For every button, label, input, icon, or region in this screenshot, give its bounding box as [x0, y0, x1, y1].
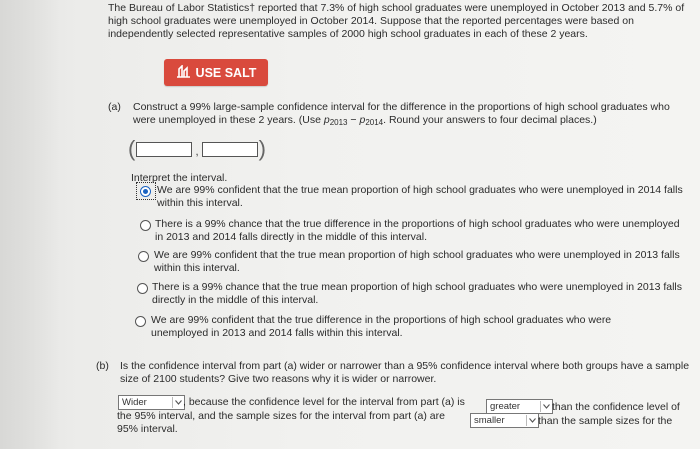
- level-comparison-value: greater: [490, 401, 521, 412]
- part-b-answer-text-4: than the sample sizes for the: [538, 415, 673, 427]
- problem-statement: The Bureau of Labor Statistics† reported that 7.3% of high school graduates were unemployed in October 2013 and 5.7% of high school graduates were unemployed in October 2014. Suppose that the reported percentages were based on independently selected representative samples of 2000 high school graduates in each of these 2 years.: [108, 2, 685, 40]
- chevron-down-icon: [172, 397, 183, 408]
- sample-size-select[interactable]: [470, 413, 539, 428]
- chevron-down-icon: [526, 415, 537, 426]
- minus-sign: −: [347, 114, 360, 126]
- option-5-radio[interactable]: [135, 316, 146, 327]
- part-a-text-1: Construct a 99% large-sample confidence interval for the difference in the proportions of high school graduates who were unemployed in these 2 years. (Use: [133, 101, 670, 126]
- interpret-label: Interpret the interval.: [131, 172, 228, 184]
- ci-close-paren: ): [258, 136, 266, 161]
- wider-narrower-select[interactable]: [118, 395, 185, 410]
- use-salt-label: USE SALT: [195, 65, 257, 80]
- p2-subscript: 2014: [365, 118, 384, 127]
- part-b-answer-text-3: the 95% interval, and the sample sizes for the interval from part (a) are: [117, 410, 445, 422]
- p1-symbol: p: [323, 114, 330, 126]
- confidence-interval-inputs: [128, 137, 266, 161]
- part-a-text-2: . Round your answers to four decimal places.): [383, 114, 597, 126]
- use-salt-button[interactable]: [164, 59, 268, 86]
- option-5-text: We are 99% confident that the true difference in the proportions of high school graduates who were unemployed in 2013 and 2014 falls within this interval.: [151, 314, 612, 339]
- part-a-label: (a): [108, 101, 121, 113]
- wider-narrower-value: Wider: [122, 397, 147, 408]
- part-b-answer-text-5: 95% interval.: [117, 423, 178, 435]
- chevron-down-icon: [540, 401, 551, 412]
- ci-lower-input[interactable]: [136, 142, 192, 157]
- page-shadow: [0, 0, 60, 449]
- ci-comma: ,: [195, 144, 199, 158]
- option-3-text: We are 99% confident that the true mean proportion of high school graduates who were unemployed in 2013 falls within this interval.: [154, 249, 680, 274]
- part-b-label: (b): [96, 360, 109, 372]
- part-b-answer-text-1: , because the confidence level for the interval from part (a) is: [183, 396, 465, 408]
- option-4-text: There is a 99% chance that the true mean proportion of high school graduates who were unemployed in 2013 falls directly in the middle of this interval.: [152, 281, 682, 306]
- part-b-answer-text-2: than the confidence level of: [552, 401, 680, 413]
- ci-upper-input[interactable]: [202, 142, 258, 157]
- p1-subscript: 2013: [329, 118, 348, 127]
- ci-open-paren: (: [128, 136, 136, 161]
- option-2-radio[interactable]: [140, 220, 151, 231]
- level-comparison-select[interactable]: [486, 399, 553, 414]
- option-2-text: There is a 99% chance that the true difference in the proportions of high school graduates who were unemployed in 2013 and 2014 falls directly in the middle of this interval.: [155, 218, 680, 243]
- p2-symbol: p: [359, 114, 366, 126]
- sample-size-value: smaller: [474, 415, 505, 426]
- salt-icon: [176, 65, 191, 81]
- option-4-radio[interactable]: [137, 283, 148, 294]
- part-b-text: Is the confidence interval from part (a) wider or narrower than a 95% confidence interval where both groups have a sample size of 2100 students? Give two reasons why it is wider or narrower.: [120, 360, 690, 385]
- option-1-radio[interactable]: [140, 186, 151, 197]
- option-1-text: We are 99% confident that the true mean proportion of high school graduates who were unemployed in 2014 falls within this interval.: [157, 184, 683, 209]
- option-3-radio[interactable]: [138, 251, 149, 262]
